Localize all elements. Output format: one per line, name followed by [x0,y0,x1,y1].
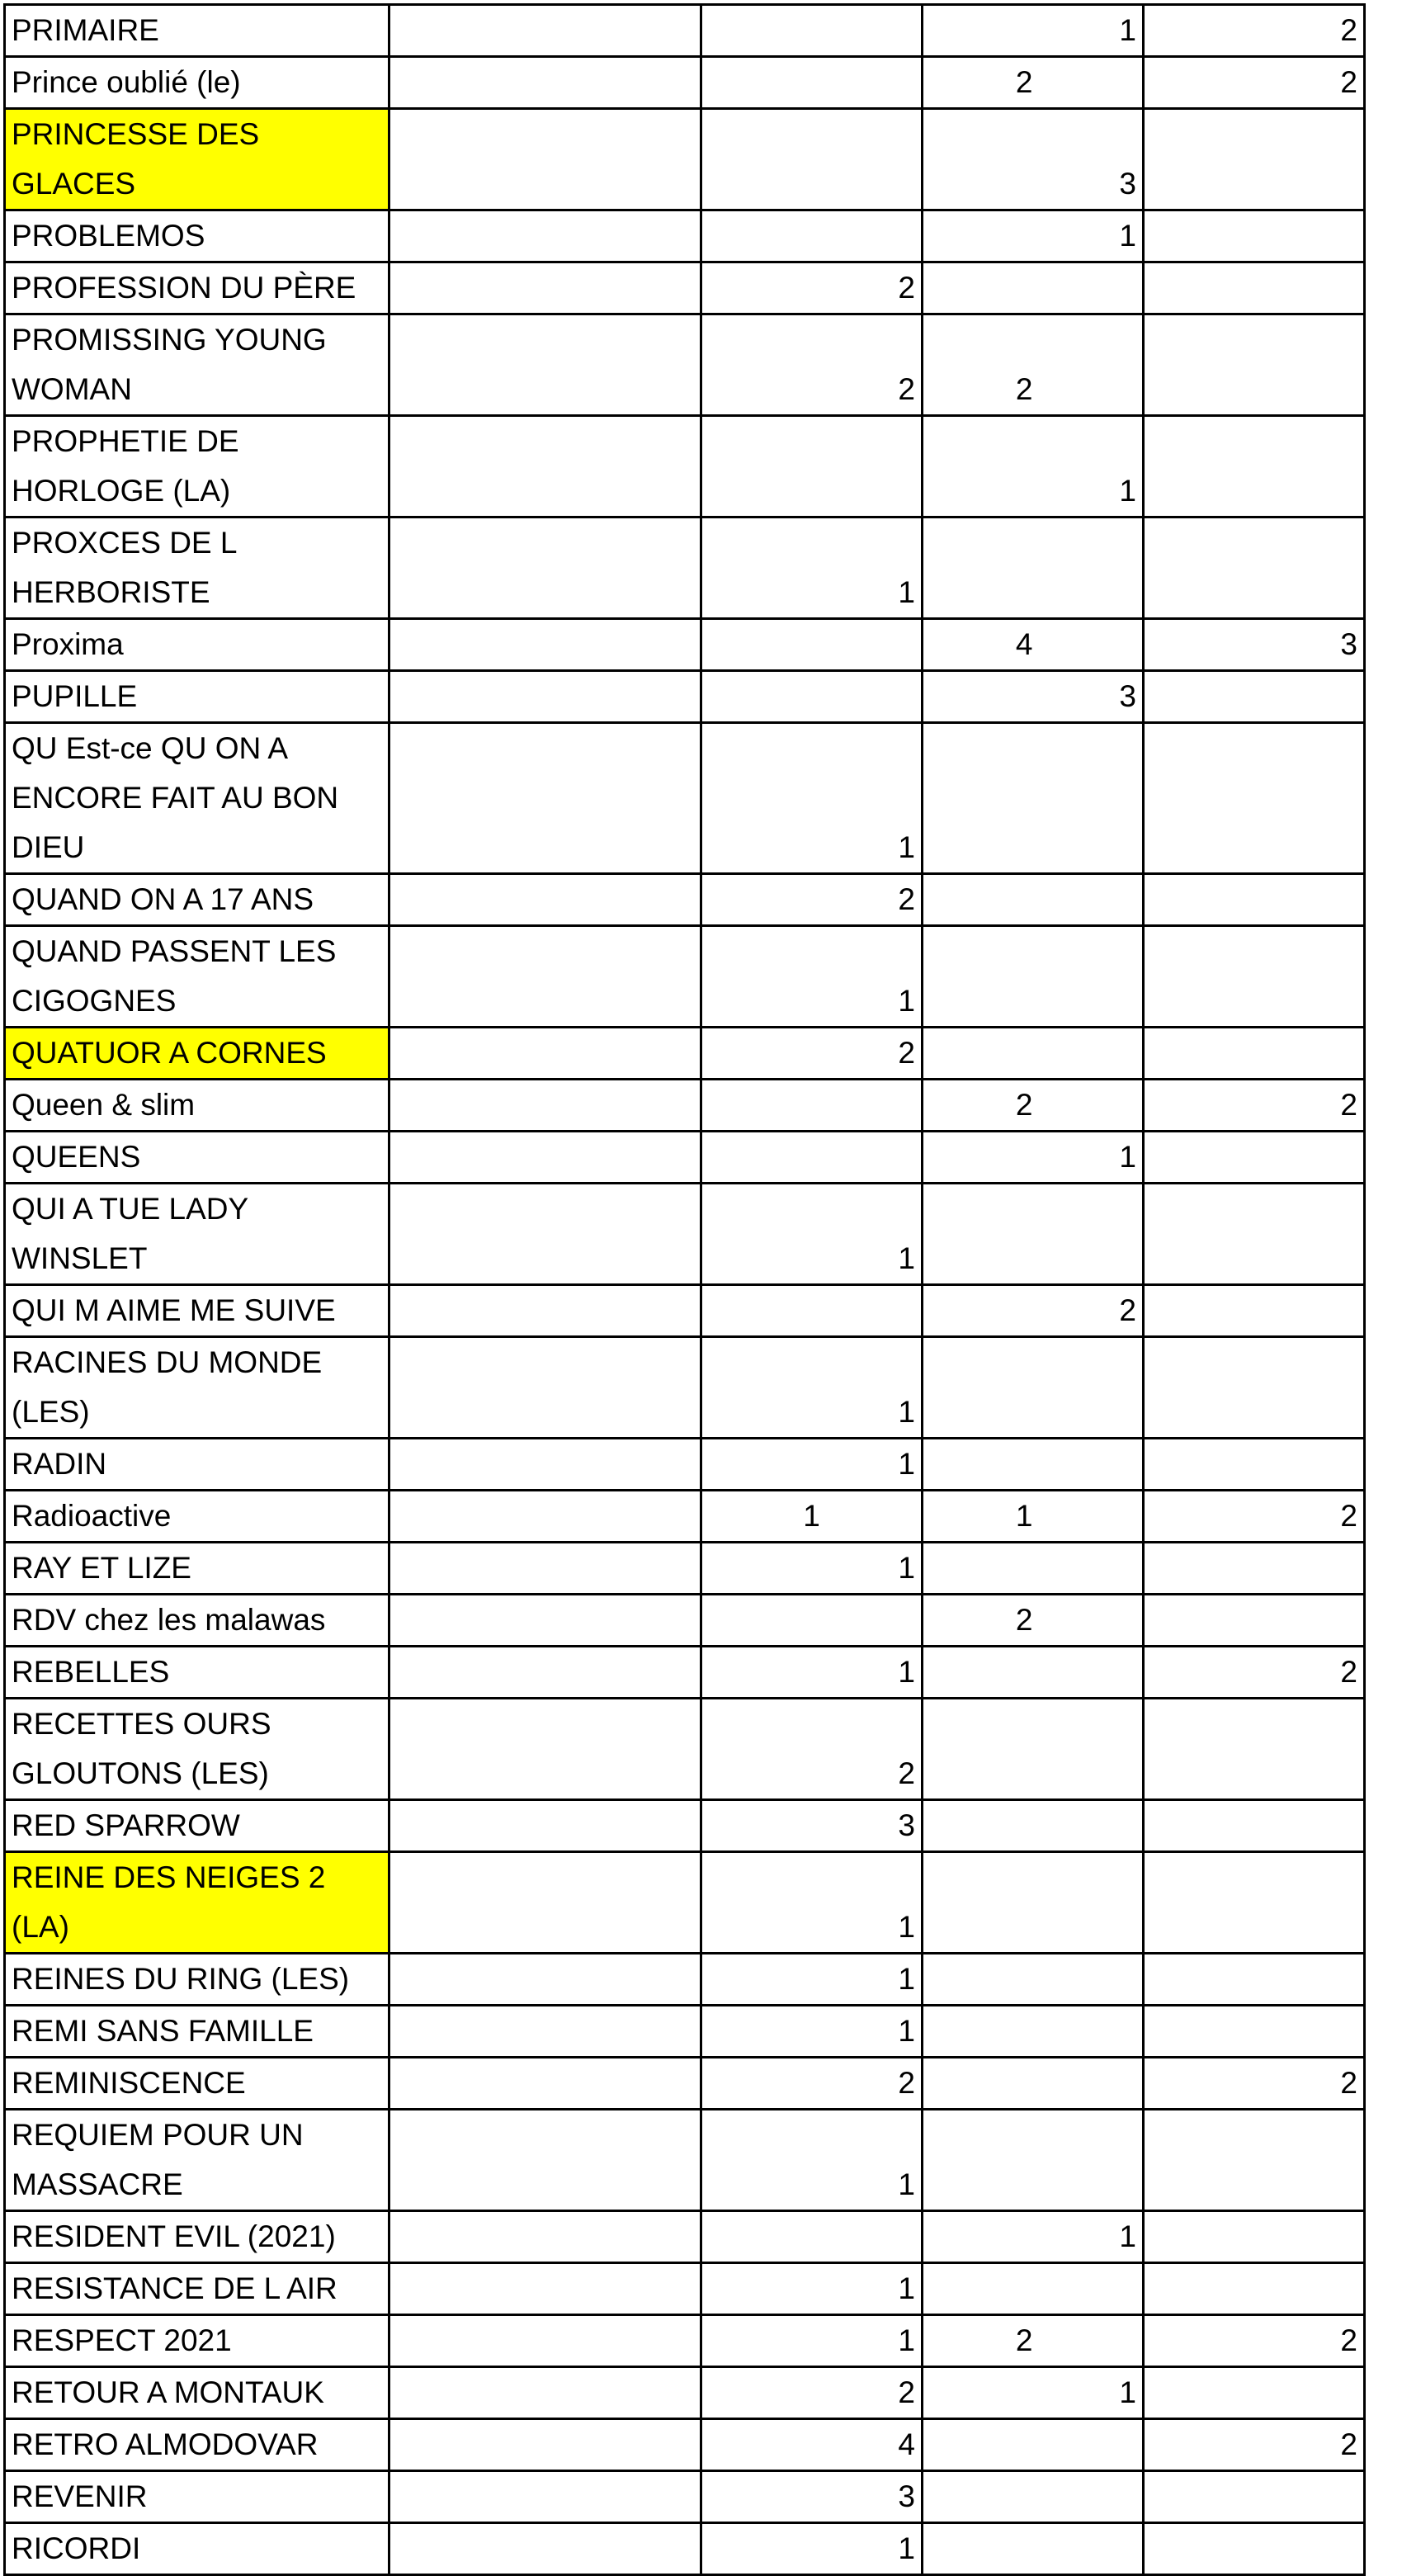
cell-col-b[interactable] [389,2006,701,2058]
cell-title[interactable]: PRIMAIRE [5,5,389,57]
cell-col-b[interactable] [389,1491,701,1543]
cell-col-e[interactable]: 2 [1144,2058,1365,2110]
table-row [5,723,1365,874]
cell-col-c[interactable]: 1 [701,723,923,874]
table-row [5,314,1365,416]
table-row [5,1954,1365,2006]
cell-col-d[interactable] [923,1647,1144,1699]
cell-col-c[interactable] [701,210,923,262]
cell-col-e[interactable] [1144,926,1365,1028]
cell-col-b[interactable] [389,2419,701,2471]
table-row [5,2315,1365,2367]
cell-col-b[interactable] [389,619,701,671]
cell-col-b[interactable] [389,1699,701,1800]
cell-col-e[interactable] [1144,1800,1365,1852]
cell-col-d[interactable] [923,2058,1144,2110]
cell-col-d[interactable] [923,874,1144,926]
table-row [5,1699,1365,1800]
table-row [5,2263,1365,2315]
cell-col-b[interactable] [389,1647,701,1699]
cell-col-d[interactable] [923,262,1144,314]
table-row [5,1028,1365,1080]
table-row [5,1439,1365,1491]
cell-col-d[interactable] [923,1184,1144,1285]
table-row [5,2367,1365,2419]
cell-col-e[interactable] [1144,518,1365,619]
table-row [5,1800,1365,1852]
cell-title[interactable]: Radioactive [5,1491,389,1543]
cell-col-d-right-value: 1 [1119,2219,1136,2253]
table-row [5,262,1365,314]
table-body [5,5,1365,2575]
cell-col-d[interactable] [923,416,1144,518]
cell-col-c[interactable] [701,1080,923,1132]
cell-col-c[interactable]: 1 [701,1491,923,1543]
cell-col-c[interactable]: 1 [701,2523,923,2575]
cell-col-d-value: 2 [1015,1603,1033,1637]
cell-col-d[interactable] [923,2006,1144,2058]
cell-col-c[interactable]: 1 [701,1954,923,2006]
cell-title[interactable]: REMINISCENCE [5,2058,389,2110]
cell-col-c[interactable] [701,1285,923,1337]
table-row [5,1080,1365,1132]
cell-col-d[interactable] [923,1595,1144,1647]
cell-col-e[interactable] [1144,210,1365,262]
cell-col-d[interactable] [923,926,1144,1028]
table-row [5,619,1365,671]
cell-col-c[interactable]: 2 [701,2367,923,2419]
cell-col-b[interactable] [389,926,701,1028]
cell-col-c[interactable]: 1 [701,1647,923,1699]
cell-title[interactable]: RESIDENT EVIL (2021) [5,2211,389,2263]
table-row [5,1491,1365,1543]
cell-col-c[interactable] [701,619,923,671]
table-row [5,1132,1365,1184]
cell-col-d-value: 2 [1015,372,1033,406]
cell-col-e[interactable] [1144,723,1365,874]
cell-col-b[interactable] [389,874,701,926]
cell-col-c[interactable] [701,5,923,57]
cell-col-d[interactable] [923,109,1144,210]
cell-title[interactable]: Proxima [5,619,389,671]
cell-col-b[interactable] [389,1028,701,1080]
cell-col-c[interactable] [701,109,923,210]
cell-title[interactable]: RICORDI [5,2523,389,2575]
cell-col-e[interactable] [1144,2263,1365,2315]
table-row [5,109,1365,210]
cell-col-c[interactable]: 1 [701,1184,923,1285]
cell-title[interactable]: REVENIR [5,2471,389,2523]
cell-col-c[interactable]: 1 [701,2006,923,2058]
cell-col-b[interactable] [389,1439,701,1491]
cell-col-d[interactable] [923,1132,1144,1184]
cell-title[interactable]: QUAND ON A 17 ANS [5,874,389,926]
cell-title[interactable]: Queen & slim [5,1080,389,1132]
cell-col-d[interactable] [923,2263,1144,2315]
table-row [5,518,1365,619]
table-row [5,5,1365,57]
cell-col-e[interactable] [1144,416,1365,518]
cell-col-b[interactable] [389,2263,701,2315]
cell-col-e[interactable] [1144,109,1365,210]
cell-col-d-right-value: 1 [1119,474,1136,508]
table-row [5,1184,1365,1285]
cell-col-b[interactable] [389,1595,701,1647]
cell-col-d[interactable] [923,723,1144,874]
cell-col-d-value: 2 [1015,1088,1033,1122]
cell-title[interactable]: QUI M AIME ME SUIVE [5,1285,389,1337]
cell-col-c[interactable]: 1 [701,2315,923,2367]
cell-col-d[interactable] [923,314,1144,416]
cell-col-e[interactable]: 3 [1144,619,1365,671]
cell-col-c[interactable]: 2 [701,262,923,314]
cell-title[interactable]: PROPHETIE DE HORLOGE (LA) [5,416,389,518]
cell-title[interactable]: QUAND PASSENT LES CIGOGNES [5,926,389,1028]
cell-col-b[interactable] [389,1800,701,1852]
cell-col-d[interactable] [923,1080,1144,1132]
cell-title[interactable]: REINES DU RING (LES) [5,1954,389,2006]
cell-col-c[interactable]: 1 [701,1439,923,1491]
cell-col-c[interactable]: 2 [701,1028,923,1080]
cell-col-e[interactable] [1144,2006,1365,2058]
cell-col-e[interactable] [1144,1954,1365,2006]
cell-col-d-value: 1 [1015,1499,1033,1533]
cell-title[interactable]: RED SPARROW [5,1800,389,1852]
cell-col-b[interactable] [389,1852,701,1954]
cell-col-e[interactable] [1144,262,1365,314]
cell-title[interactable]: RECETTES OURS GLOUTONS (LES) [5,1699,389,1800]
cell-col-d[interactable] [923,57,1144,109]
cell-col-e[interactable]: 2 [1144,1647,1365,1699]
cell-col-b[interactable] [389,2058,701,2110]
cell-col-b[interactable] [389,314,701,416]
cell-col-d[interactable] [923,2367,1144,2419]
cell-col-d[interactable] [923,2211,1144,2263]
cell-col-e[interactable] [1144,1439,1365,1491]
cell-col-e[interactable] [1144,1337,1365,1439]
cell-title[interactable]: RADIN [5,1439,389,1491]
cell-title[interactable]: REQUIEM POUR UN MASSACRE [5,2110,389,2211]
cell-col-b[interactable] [389,2523,701,2575]
cell-col-e[interactable] [1144,1132,1365,1184]
cell-title[interactable]: RDV chez les malawas [5,1595,389,1647]
cell-col-c[interactable]: 2 [701,874,923,926]
cell-col-d-value: 2 [1015,65,1033,99]
table-row [5,926,1365,1028]
cell-col-d-value: 4 [1015,627,1033,661]
cell-col-e[interactable] [1144,2367,1365,2419]
table-row [5,2110,1365,2211]
cell-col-b[interactable] [389,5,701,57]
cell-col-d[interactable] [923,1439,1144,1491]
cell-col-b[interactable] [389,2315,701,2367]
cell-col-b[interactable] [389,518,701,619]
cell-title[interactable]: QU Est-ce QU ON A ENCORE FAIT AU BON DIEU [5,723,389,874]
cell-col-d[interactable] [923,1028,1144,1080]
cell-col-c[interactable]: 2 [701,1699,923,1800]
cell-col-c[interactable]: 1 [701,1543,923,1595]
cell-col-d[interactable] [923,619,1144,671]
cell-col-d[interactable] [923,1699,1144,1800]
cell-col-d[interactable] [923,1954,1144,2006]
cell-col-b[interactable] [389,2367,701,2419]
cell-col-b[interactable] [389,723,701,874]
cell-col-d-right-value: 1 [1119,13,1136,47]
cell-col-b[interactable] [389,1184,701,1285]
cell-col-e[interactable] [1144,874,1365,926]
cell-title[interactable]: RETRO ALMODOVAR [5,2419,389,2471]
cell-col-e[interactable] [1144,1028,1365,1080]
cell-col-c[interactable]: 1 [701,2263,923,2315]
cell-col-e[interactable]: 2 [1144,1080,1365,1132]
cell-col-d-right-value: 1 [1119,219,1136,253]
cell-title[interactable]: RESPECT 2021 [5,2315,389,2367]
table-row [5,2058,1365,2110]
cell-col-b[interactable] [389,2211,701,2263]
table-row [5,671,1365,723]
cell-col-c[interactable]: 1 [701,518,923,619]
cell-col-c[interactable]: 1 [701,2110,923,2211]
cell-col-d[interactable] [923,2471,1144,2523]
table-row [5,2523,1365,2575]
cell-col-d-right-value: 1 [1119,1140,1136,1174]
table-row [5,2211,1365,2263]
cell-col-c[interactable] [701,416,923,518]
table-row [5,1543,1365,1595]
cell-col-d[interactable] [923,1491,1144,1543]
table-row [5,416,1365,518]
cell-col-c[interactable]: 2 [701,314,923,416]
cell-col-d[interactable] [923,210,1144,262]
cell-col-e[interactable]: 2 [1144,1491,1365,1543]
cell-col-e[interactable] [1144,1285,1365,1337]
cell-title[interactable]: RETOUR A MONTAUK [5,2367,389,2419]
cell-col-d[interactable] [923,1337,1144,1439]
cell-title[interactable]: Prince oublié (le) [5,57,389,109]
cell-col-d-value: 2 [1015,2323,1033,2357]
cell-col-d[interactable] [923,1800,1144,1852]
table-row [5,2006,1365,2058]
cell-col-b[interactable] [389,1132,701,1184]
cell-col-e[interactable] [1144,1184,1365,1285]
cell-col-d-right-value: 3 [1119,167,1136,201]
table-row [5,2471,1365,2523]
cell-col-b[interactable] [389,1337,701,1439]
table-row [5,1647,1365,1699]
cell-col-d-right-value: 2 [1119,1293,1136,1327]
cell-col-c[interactable] [701,1132,923,1184]
cell-col-d[interactable] [923,1852,1144,1954]
cell-col-c[interactable]: 1 [701,926,923,1028]
cell-col-b[interactable] [389,109,701,210]
cell-col-b[interactable] [389,210,701,262]
cell-col-c[interactable]: 4 [701,2419,923,2471]
cell-col-d[interactable] [923,2315,1144,2367]
cell-col-c[interactable] [701,671,923,723]
table-row [5,210,1365,262]
cell-col-e[interactable] [1144,1595,1365,1647]
cell-col-d[interactable] [923,5,1144,57]
cell-col-c[interactable]: 1 [701,1852,923,1954]
cell-col-c[interactable] [701,57,923,109]
cell-col-b[interactable] [389,1285,701,1337]
cell-col-c[interactable]: 1 [701,1337,923,1439]
cell-col-c[interactable] [701,1595,923,1647]
cell-col-b[interactable] [389,1543,701,1595]
cell-col-b[interactable] [389,416,701,518]
cell-col-d[interactable] [923,2110,1144,2211]
table-row [5,2419,1365,2471]
cell-title[interactable]: REMI SANS FAMILLE [5,2006,389,2058]
cell-title[interactable]: REINE DES NEIGES 2 (LA) [5,1852,389,1954]
cell-col-d[interactable] [923,1543,1144,1595]
cell-col-d-right-value: 1 [1119,2375,1136,2409]
cell-col-e[interactable] [1144,2471,1365,2523]
cell-col-c[interactable]: 2 [701,2058,923,2110]
cell-col-d[interactable] [923,2523,1144,2575]
cell-col-b[interactable] [389,671,701,723]
cell-col-d[interactable] [923,1285,1144,1337]
cell-col-e[interactable] [1144,671,1365,723]
cell-title[interactable]: RESISTANCE DE L AIR [5,2263,389,2315]
cell-title[interactable]: PUPILLE [5,671,389,723]
table-row [5,874,1365,926]
table-row [5,57,1365,109]
table-row [5,1337,1365,1439]
cell-title[interactable]: PROXCES DE L HERBORISTE [5,518,389,619]
cell-title[interactable]: QUEENS [5,1132,389,1184]
cell-col-b[interactable] [389,1080,701,1132]
cell-title[interactable]: PROFESSION DU PÈRE [5,262,389,314]
cell-col-c[interactable]: 3 [701,2471,923,2523]
cell-col-d[interactable] [923,518,1144,619]
cell-title[interactable]: RACINES DU MONDE (LES) [5,1337,389,1439]
table-row [5,1852,1365,1954]
cell-col-b[interactable] [389,262,701,314]
cell-title[interactable]: QUI A TUE LADY WINSLET [5,1184,389,1285]
table-row [5,1285,1365,1337]
cell-col-e[interactable] [1144,2211,1365,2263]
cell-title[interactable]: PRINCESSE DES GLACES [5,109,389,210]
cell-col-b[interactable] [389,2110,701,2211]
cell-col-e[interactable] [1144,2110,1365,2211]
cell-col-c[interactable]: 3 [701,1800,923,1852]
cell-col-e[interactable]: 2 [1144,2419,1365,2471]
cell-col-b[interactable] [389,57,701,109]
cell-title[interactable]: RAY ET LIZE [5,1543,389,1595]
cell-col-e[interactable] [1144,314,1365,416]
cell-col-e[interactable] [1144,1699,1365,1800]
cell-col-d[interactable] [923,2419,1144,2471]
cell-col-e[interactable]: 2 [1144,57,1365,109]
cell-col-c[interactable] [701,2211,923,2263]
cell-title[interactable]: REBELLES [5,1647,389,1699]
table-row [5,1595,1365,1647]
cell-col-d-right-value: 3 [1119,679,1136,713]
cell-col-e[interactable] [1144,2523,1365,2575]
cell-col-e[interactable] [1144,1543,1365,1595]
cell-col-e[interactable]: 2 [1144,2315,1365,2367]
cell-col-b[interactable] [389,1954,701,2006]
cell-col-b[interactable] [389,2471,701,2523]
cell-col-d[interactable] [923,671,1144,723]
spreadsheet-table [3,3,1366,2576]
cell-col-e[interactable]: 2 [1144,5,1365,57]
cell-col-e[interactable] [1144,1852,1365,1954]
cell-title[interactable]: PROMISSING YOUNG WOMAN [5,314,389,416]
cell-title[interactable]: PROBLEMOS [5,210,389,262]
cell-title[interactable]: QUATUOR A CORNES [5,1028,389,1080]
